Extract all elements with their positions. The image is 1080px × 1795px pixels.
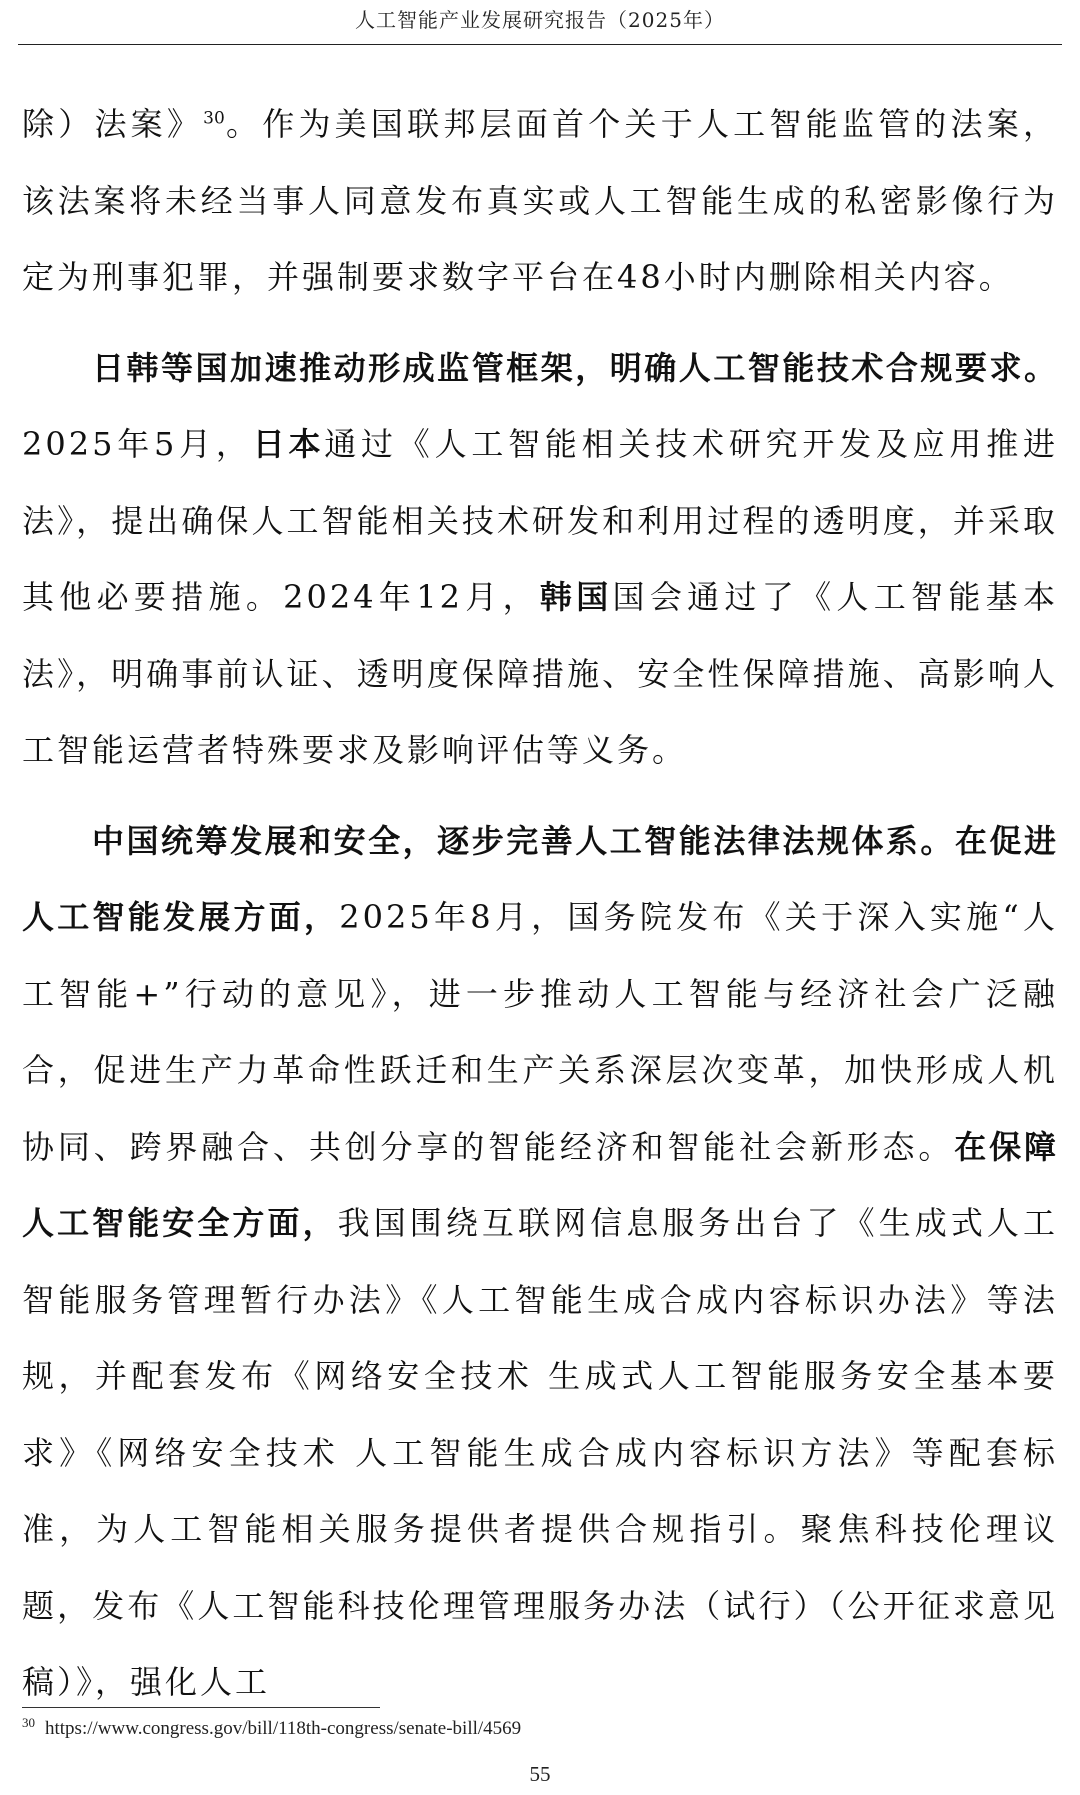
footnote-link[interactable]: https://www.congress.gov/bill/118th-congress/senate-bill/4569 [45,1718,522,1739]
paragraph-text: 。作为美国联邦层面首个关于人工智能监管的法案，该法案将未经当事人同意发布真实或人工智能生成的私密影像行为定为刑事犯罪，并强制要求数字平台在48小时内删除相关内容。 [22,105,1058,296]
paragraph-japan-korea [22,330,1058,789]
footnote-reference[interactable]: 30 [203,108,225,129]
paragraph-subheading: 在保障人工智能安全方面， [22,1127,1058,1242]
paragraph-text: 2025年5月， [22,425,253,463]
footnote-divider [22,1707,380,1708]
country-korea: 韩国 [539,578,613,616]
paragraph-text: 除）法案》 [22,105,204,143]
paragraph-text: 通过《人工智能相关技术研究开发及应用推进法》，提出确保人工智能相关技术研发和利用过程的透明度，并采取其他必要措施。2024年12月， [22,425,1058,616]
paragraph-us-law [22,86,1058,316]
country-japan: 日本 [252,425,325,463]
footnote-number: 30 [22,1714,35,1730]
body-text [22,86,1058,1735]
page-header [18,0,1062,45]
report-title: 人工智能产业发展研究报告（2025年） [355,8,725,32]
paragraph-text: 我国围绕互联网信息服务出台了《生成式人工智能服务管理暂行办法》《人工智能生成合成内容标识办法》等法规，并配套发布《网络安全技术 生成式人工智能服务安全基本要求》《网络安全技术 人工智能生成合成内容标识方法》等配套标准，为人工智能相关服务提供者提供合规指引。聚焦科技伦理议题，发布《人工智能科技伦理管理服务办法（试行）（公开征求意见稿）》，强化人工 [22,1204,1058,1701]
paragraph-text: 国会通过了《人工智能基本法》，明确事前认证、透明度保障措施、安全性保障措施、高影响人工智能运营者特殊要求及影响评估等义务。 [22,578,1058,769]
page-number: 55 [529,1762,551,1786]
paragraph-china [22,803,1058,1721]
paragraph-text: 2025年8月，国务院发布《关于深入实施“人工智能+”行动的意见》，进一步推动人工智能与经济社会广泛融合，促进生产力革命性跃迁和生产关系深层次变革，加快形成人机协同、跨界融合、共创分享的智能经济和智能社会新形态。 [22,898,1058,1166]
paragraph-lead-heading: 日韩等国加速推动形成监管框架，明确人工智能技术合规要求。 [92,348,1058,387]
footnote [22,1714,522,1740]
paragraph-lead-heading: 中国统筹发展和安全，逐步完善人工智能法律法规体系。在促进人工智能发展方面， [22,821,1058,936]
